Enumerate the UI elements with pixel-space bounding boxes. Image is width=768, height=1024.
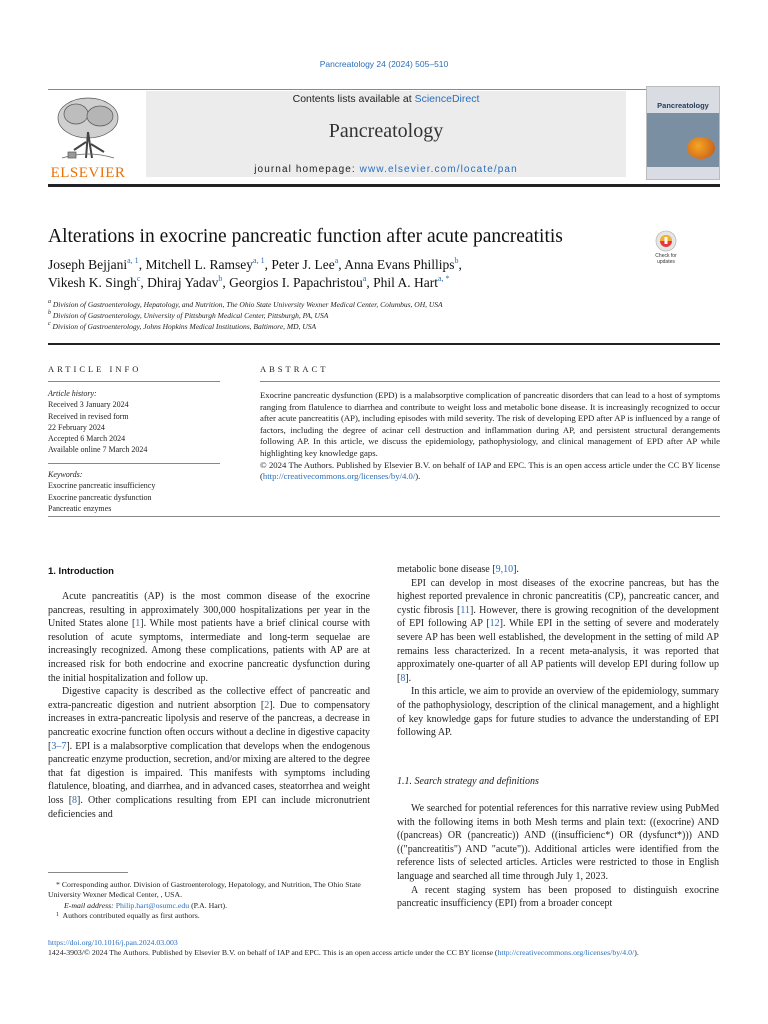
journal-citation-link[interactable]: Pancreatology 24 (2024) 505–510 (319, 59, 449, 69)
affiliation-text: Division of Gastroenterology, Johns Hopkins Medical Institutions, Baltimore, MD, USA (52, 322, 317, 331)
license-link[interactable]: http://creativecommons.org/licenses/by/4.0/ (262, 471, 416, 482)
author-affil-mark[interactable]: c (136, 274, 141, 283)
author[interactable]: Joseph Bejjani (48, 257, 128, 272)
footer-copyright-end: ). (634, 948, 639, 958)
contents-prefix: Contents lists available at (292, 93, 415, 105)
footer-copyright: 1424-3903/© 2024 The Authors. Published by Elsevier B.V. on behalf of IAP and EPC. This is an open access article under the CC BY license ( (48, 948, 498, 958)
right-column-top (397, 563, 719, 740)
info-rule (48, 463, 220, 464)
author[interactable]: Dhiraj Yadav (147, 275, 219, 290)
affiliation (48, 311, 328, 320)
page-footer (48, 938, 720, 959)
license-end: ). (415, 471, 421, 482)
abstract-bottom-rule (48, 516, 720, 517)
abstract-heading: ABSTRACT (260, 364, 329, 374)
keyword[interactable]: Exocrine pancreatic insufficiency (48, 481, 156, 491)
subsection-heading-search-strategy: 1.1. Search strategy and definitions (397, 776, 539, 787)
email-suffix: (P.A. Hart). (189, 900, 228, 910)
footer-license-link[interactable]: http://creativecommons.org/licenses/by/4.0/ (497, 948, 635, 958)
sciencedirect-link[interactable]: ScienceDirect (414, 93, 480, 105)
email-link[interactable]: Philip.hart@osumc.edu (115, 900, 190, 910)
history-item: Received 3 January 2024 (48, 400, 129, 410)
paragraph: Acute pancreatitis (AP) is the most common disease of the exocrine pancreas, resulting in approximately 300,000 hospitalizations per year in the United States alone [1]. While most patients have a brief clinical course with resolution of acute symptoms, intermediate and long-term sequelae are increasingly recognized. Among these complications, patients with AP are at increased risk for both endocrine and exocrine pancreatic dysfunction during the initial hospitalization and follow up. (48, 591, 370, 684)
author[interactable]: Anna Evans Phillips (344, 257, 455, 272)
keywords (48, 469, 155, 514)
homepage-prefix: journal homepage: (254, 164, 360, 175)
footnote-mark: 1 (56, 911, 59, 918)
doi-link[interactable]: https://doi.org/10.1016/j.pan.2024.03.003 (48, 938, 178, 947)
email-label: E-mail address: (64, 900, 116, 910)
article-history (48, 388, 147, 456)
article-info-heading: ARTICLE INFO (48, 364, 142, 374)
footnote-email (48, 901, 370, 911)
affiliation (48, 300, 443, 309)
author-affil-mark[interactable]: a, 1 (253, 256, 265, 265)
abstract-body (260, 390, 720, 483)
history-item: Received in revised form (48, 411, 129, 421)
footnote-equal-text: Authors contributed equally as first authors. (62, 910, 200, 920)
header-top-rule (48, 89, 720, 90)
affiliation-text: Division of Gastroenterology, Hepatology, and Nutrition, The Ohio State University Wexner Medical Center, Columbus, OH, USA (52, 300, 443, 309)
affiliation-mark: b (48, 310, 51, 316)
affiliation-text: Division of Gastroenterology, University of Pittsburgh Medical Center, Pittsburgh, PA, USA (52, 311, 329, 320)
author-affil-mark[interactable]: b (218, 274, 223, 283)
header-bottom-rule (48, 184, 720, 187)
journal-name: Pancreatology (328, 120, 444, 142)
svg-text:updates: updates (657, 259, 675, 265)
affiliation (48, 322, 316, 331)
homepage-link[interactable]: www.elsevier.com/locate/pan (359, 164, 518, 175)
history-item: Available online 7 March 2024 (48, 445, 148, 455)
paragraph: A recent staging system has been proposed to distinguish exocrine pancreatic insufficiency (EPI) from a broader concept (397, 884, 719, 910)
footnote-rule (48, 872, 128, 873)
elsevier-wordmark: ELSEVIER (50, 165, 126, 181)
author[interactable]: Peter J. Lee (271, 257, 335, 272)
journal-homepage (146, 164, 626, 175)
section-heading-introduction: 1. Introduction (48, 566, 114, 577)
citation-link[interactable]: 8 (72, 794, 78, 806)
author[interactable]: Georgios I. Papachristou (229, 275, 363, 290)
history-item: Accepted 6 March 2024 (48, 434, 126, 444)
footnotes (48, 880, 370, 921)
section-rule (48, 343, 720, 345)
check-for-updates-icon[interactable] (646, 229, 686, 265)
footnote-equal (48, 911, 370, 921)
author[interactable]: Phil A. Hart (373, 275, 438, 290)
keyword[interactable]: Pancreatic enzymes (48, 503, 112, 513)
cover-swirl-graphic (687, 137, 715, 159)
footnote-corresponding: * Corresponding author. Division of Gastroenterology, Hepatology, and Nutrition, The Ohio State University Wexner Medical Center, , USA. (48, 880, 361, 900)
keywords-label: Keywords: (48, 470, 83, 479)
abstract-text: Exocrine pancreatic dysfunction (EPD) is a malabsorptive complication of pancreatic disorders that can lead to a host of symptoms ranging from flatulence to diarrhea and contribute to weight loss and metabolic bone disease. It is increasingly recognized to occur after acute pancreatitis (AP), including episodes with mild severity. The risk of developing EPD after AP is influenced by a range of factors, including the degree of acinar cell destruction and inflammation during AP, and persistent structural derangements following AP. In this article, we discuss the epidemiology, pathophysiology, and clinical management of EPD after AP while highlighting key knowledge gaps. (260, 390, 720, 458)
paragraph: metabolic bone disease [9,10]. (397, 564, 519, 575)
citation-link[interactable]: 12 (489, 618, 500, 630)
affiliation-mark: a (48, 299, 51, 305)
author[interactable]: Mitchell L. Ramsey (145, 257, 254, 272)
license-text: © 2024 The Authors. Published by Elsevier B.V. on behalf of IAP and EPC. This is an open access article under the CC BY license ( (260, 459, 720, 482)
left-column (48, 590, 370, 821)
author-affil-mark[interactable]: a, 1 (127, 256, 139, 265)
history-item: 22 February 2024 (48, 422, 105, 432)
paragraph: Digestive capacity is described as the collective effect of pancreatic and extra-pancreatic digestion and nutrient absorption [2]. Due to compensatory increases in extra-pancreatic lipolysis and reserve of the pancreas, a decrease in pancreatic exocrine function often occurs without a decline in digestive capacity [3–7]. EPI is a malabsorptive complication that develops when the endogenous pancreatic enzyme production, secretion, and/or mixing are altered to the degree that fat digestion is impaired. This manifests with symptoms including flatulence, bloating, and diarrhea, and in advanced cases, steatorrhea and weight loss [8]. Other complications resulting from EPI can include micronutrient deficiencies and (48, 686, 370, 820)
citation-link[interactable]: 11 (460, 604, 470, 616)
journal-cover-image[interactable] (646, 86, 720, 180)
citation-link[interactable]: 9,10 (495, 564, 514, 575)
author-affil-mark[interactable]: b (454, 256, 459, 265)
contents-available (146, 93, 626, 105)
author[interactable]: Vikesh K. Singh (48, 275, 137, 290)
citation-link[interactable]: 3–7 (51, 740, 67, 752)
affiliation-mark: c (48, 321, 51, 327)
paragraph: In this article, we aim to provide an overview of the epidemiology, summary of the pathophysiology, description of the clinical management, and a highlight of key knowledge gaps for future studies to advance the understanding of EPI following AP. (397, 686, 719, 739)
paragraph: EPI can develop in most diseases of the exocrine pancreas, but has the highest reported prevalence in chronic pancreatitis (CP), pancreatic cancer, and cystic fibrosis [11]. However, there is growing recognition of the development of EPI following AP [12]. While EPI in the setting of severe and moderately severe AP has been well established, the development in the setting of mild AP remains less characterized. In a recent meta-analysis, it was reported that approximately one-quarter of all AP patients will develop EPI during follow up [8]. (397, 577, 720, 684)
article-title: Alterations in exocrine pancreatic function after acute pancreatitis (48, 226, 563, 247)
author-affil-mark[interactable]: a (362, 274, 367, 283)
right-column-bottom (397, 802, 719, 911)
cover-title: Pancreatology (657, 101, 709, 110)
author-affil-mark[interactable]: a, * (437, 274, 450, 283)
author-list-line2: Vikesh K. Singh$^c$, Dhiraj Yadav$^b$, Georgios I. Papachristou$^a$, Phil A. Hart$^{a, *}$ (48, 274, 450, 290)
author-affil-mark[interactable]: a (334, 256, 339, 265)
info-rule (48, 381, 220, 382)
history-label: Article history: (48, 389, 97, 398)
citation-link[interactable]: 2 (264, 699, 270, 711)
paragraph: We searched for potential references for this narrative review using PubMed with the following items in both Mesh terms and plain text: ((exocrine) AND ((pancreas) OR (pancreatic)) AND ((insufficienc*) OR (dysfunct*))) AND (("pancreatitis") AND "acute")). Additional articles were identified from the reference lists of selected articles. Articles were restricted to those in English language and searched all time through July 1, 2023. (397, 803, 719, 882)
author-list-line1: Joseph Bejjani$^{a, 1}$, Mitchell L. Ramsey$^{a, 1}$, Peter J. Lee$^a$, Anna Evans Phillips$^b$, (48, 256, 462, 272)
keyword[interactable]: Exocrine pancreatic dysfunction (48, 492, 152, 502)
citation-link[interactable]: 1 (135, 618, 141, 630)
citation-link[interactable]: 8 (400, 672, 406, 684)
svg-text:Check for: Check for (655, 253, 677, 259)
abstract-rule (260, 381, 720, 382)
